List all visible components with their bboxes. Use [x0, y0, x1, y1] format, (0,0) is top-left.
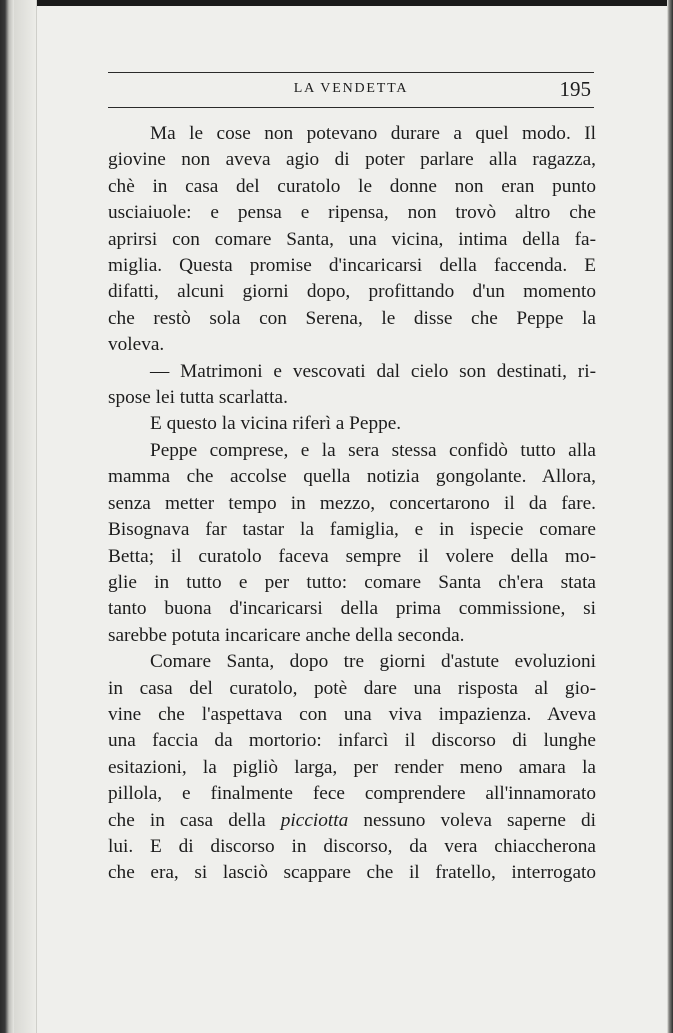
binding-fold	[14, 0, 37, 1033]
text-line: una faccia da mortorio: infarcì il discorso di lunghe	[108, 730, 596, 752]
text-line: pillola, e finalmente fece comprendere all'innamorato	[108, 783, 596, 805]
text-line: vine che l'aspettava con una viva impazienza. Aveva	[108, 703, 596, 725]
text-line: glie in tutto e per tutto: comare Santa ch'era stata	[108, 571, 596, 593]
text-line: lui. E di discorso in discorso, da vera chiaccherona	[108, 835, 596, 857]
binding-shadow	[0, 0, 14, 1033]
text-line: usciaiuole: e pensa e ripensa, non trovò altro che	[108, 202, 596, 224]
paragraph-5	[108, 649, 596, 887]
text-line: miglia. Questa promise d'incaricarsi della faccenda. E	[108, 255, 596, 277]
text-line: in casa del curatolo, potè dare una risposta al gio-	[108, 677, 596, 699]
text-line: aprirsi con comare Santa, una vicina, intima della fa-	[108, 228, 596, 250]
text-line: che restò sola con Serena, le disse che Peppe la	[108, 307, 596, 329]
text-line: sarebbe potuta incaricare anche della seconda.	[108, 624, 465, 646]
text-line: giovine non aveva agio di poter parlare alla ragazza,	[108, 149, 596, 171]
paragraph-1	[108, 121, 596, 359]
italic-word: picciotta	[280, 809, 349, 831]
text-line: chè in casa del curatolo le donne non eran punto	[108, 175, 596, 197]
paragraph-3	[108, 411, 596, 437]
header-rule-bottom	[108, 107, 594, 108]
text-line: Peppe comprese, e la sera stessa confidò tutto alla	[150, 439, 596, 461]
text-line: senza metter tempo in mezzo, concertarono il da fare.	[108, 492, 596, 514]
paragraph-2	[108, 359, 596, 412]
text-fragment: nessuno voleva saperne di	[348, 809, 596, 831]
text-line: che era, si lasciò scappare che il fratello, interrogato	[108, 862, 596, 884]
page-number: 195	[559, 77, 591, 101]
text-line: Ma le cose non potevano durare a quel modo. Il	[150, 123, 596, 144]
text-fragment: che in casa della	[108, 809, 281, 831]
text-line: tanto buona d'incaricarsi della prima commissione, si	[108, 598, 596, 620]
header-rule-top	[108, 72, 594, 73]
text-line: Bisognava far tastar la famiglia, e in ispecie comare	[108, 519, 596, 541]
page-top-shadow	[0, 0, 673, 6]
text-line: Betta; il curatolo faceva sempre il volere della mo-	[108, 545, 596, 567]
text-line: voleva.	[108, 334, 165, 356]
text-line-with-italic	[108, 808, 596, 834]
text-line: Comare Santa, dopo tre giorni d'astute evoluzioni	[150, 651, 596, 673]
page-right-shadow	[667, 0, 673, 1033]
running-title: LA VENDETTA	[293, 81, 409, 96]
text-line: spose lei tutta scarlatta.	[108, 387, 288, 409]
text-line: mamma che accolse quella notizia gongolante. Allora,	[108, 466, 596, 488]
text-line: E questo la vicina riferì a Peppe.	[150, 413, 402, 435]
text-line: difatti, alcuni giorni dopo, profittando d'un momento	[108, 281, 596, 303]
text-line: — Matrimoni e vescovati dal cielo son destinati, ri-	[150, 360, 596, 382]
text-line: esitazioni, la pigliò larga, per render meno amara la	[108, 756, 596, 778]
paragraph-4	[108, 438, 596, 649]
body-text	[108, 121, 596, 887]
